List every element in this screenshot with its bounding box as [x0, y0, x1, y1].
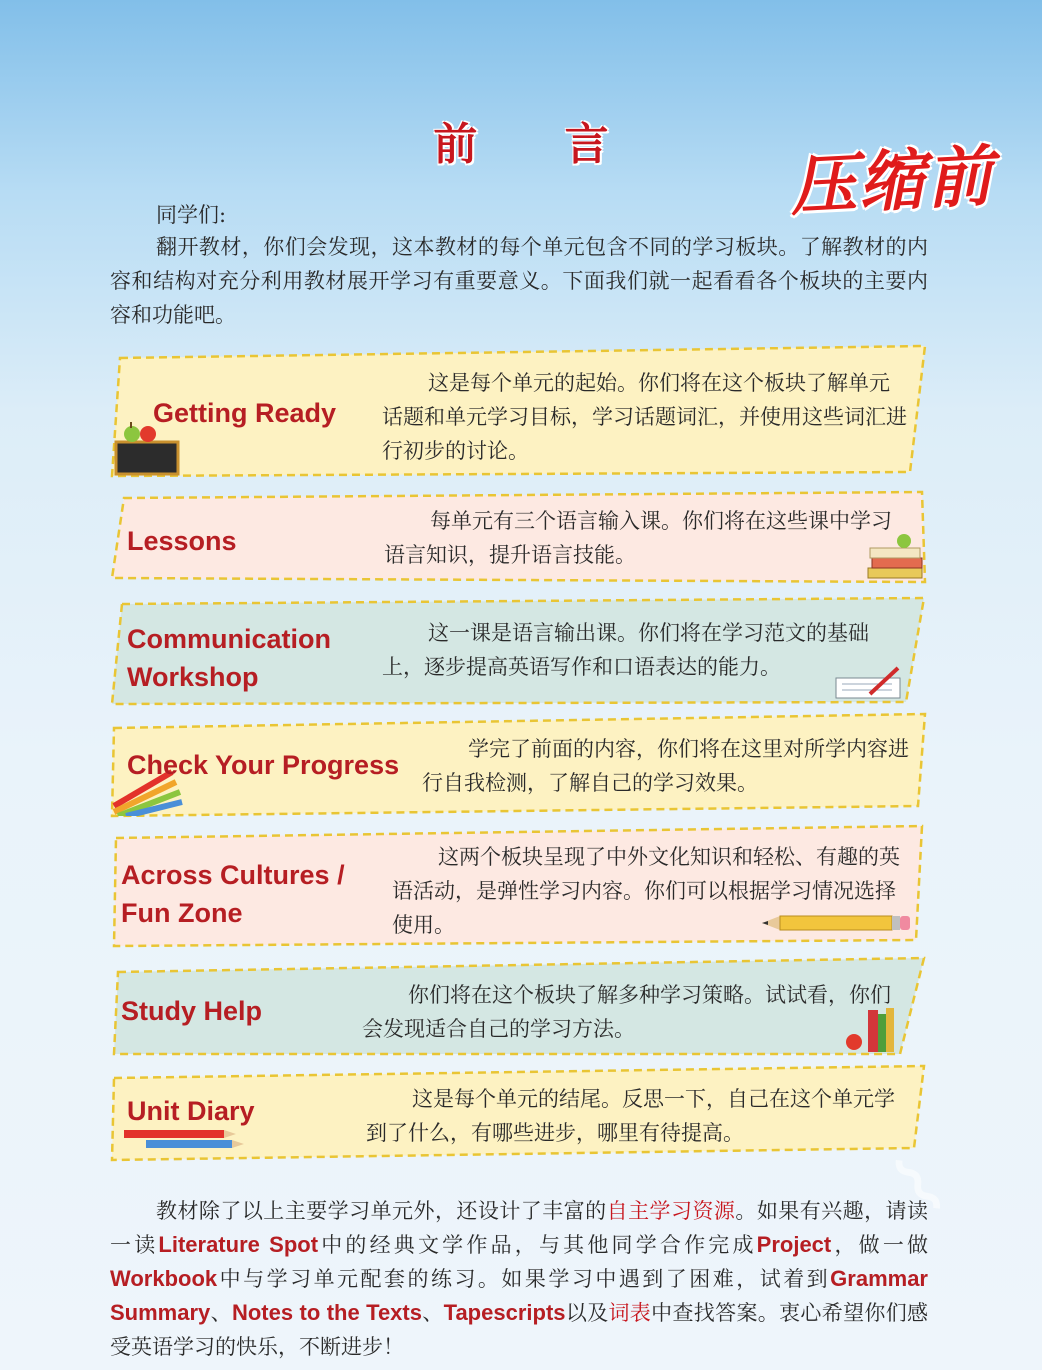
- section-title: Unit Diary: [127, 1096, 255, 1126]
- greeting: 同学们:: [156, 203, 227, 227]
- outro-highlight: 词表: [608, 1301, 652, 1325]
- section-title-line2: Fun Zone: [121, 898, 243, 928]
- page-title: 前 言: [433, 119, 645, 170]
- section-unit-diary: [110, 1064, 928, 1162]
- section-title: Communication: [127, 624, 332, 654]
- outro-term: Grammar Summary: [110, 1266, 928, 1325]
- outro-text: 以及: [565, 1301, 609, 1325]
- outro-text: 中查找答案。衷心希望你们感受英语学习的快乐，不断进步！: [110, 1301, 929, 1359]
- section-across-cultures-fun-zone: [110, 824, 928, 950]
- pencils-icon: [118, 1126, 250, 1154]
- section-desc: 每单元有三个语言输入课。你们将在这些课中学习语言知识，提升语言技能。: [384, 509, 892, 567]
- outro-term: Tapescripts: [443, 1300, 566, 1325]
- section-desc: 学完了前面的内容，你们将在这里对所学内容进行自我检测，了解自己的学习效果。: [422, 737, 909, 795]
- outro-text: 中的经典文学作品，与其他同学合作完成: [318, 1233, 757, 1257]
- section-title: Check Your Progress: [127, 750, 400, 780]
- section-title: Across Cultures /: [121, 860, 345, 890]
- section-lessons: [110, 490, 928, 586]
- outro-text: 教材除了以上主要学习单元外，还设计了丰富的: [156, 1199, 607, 1223]
- section-desc: 这是每个单元的起始。你们将在这个板块了解单元话题和单元学习目标，学习话题词汇，并使用这些词汇进行初步的讨论。: [382, 371, 907, 463]
- outro-term: Notes to the Texts: [231, 1300, 422, 1325]
- outro-paragraph: [110, 1194, 928, 1364]
- outro-highlight: 自主学习资源: [606, 1199, 736, 1223]
- intro-paragraph: 翻开教材，你们会发现，这本教材的每个单元包含不同的学习板块。了解教材的内容和结构对充分利用教材展开学习有重要意义。下面我们就一起看看各个板块的主要内容和功能吧。: [110, 235, 928, 327]
- section-communication-workshop: [110, 596, 928, 706]
- outro-term: Literature Spot: [158, 1232, 319, 1257]
- section-desc: 这一课是语言输出课。你们将在学习范文的基础上，逐步提高英语写作和口语表达的能力。: [382, 621, 869, 679]
- watermark-decoration: ⌇: [875, 1137, 964, 1236]
- section-title: Study Help: [121, 996, 263, 1026]
- outro-text: 、: [210, 1301, 232, 1325]
- section-desc: 这是每个单元的结尾。反思一下，自己在这个单元学到了什么，有哪些进步，哪里有待提高。: [366, 1087, 895, 1145]
- compression-stamp: 压缩前: [788, 136, 997, 226]
- section-check-your-progress: [110, 712, 928, 818]
- section-desc: 这两个板块呈现了中外文化知识和轻松、有趣的英语活动，是弹性学习内容。你们可以根据学习情况选择使用。: [392, 845, 900, 937]
- outro-text: 。如果有兴趣，请读一读: [110, 1199, 929, 1257]
- outro-term: Workbook: [110, 1266, 218, 1291]
- section-desc: 你们将在这个板块了解多种学习策略。试试看，你们会发现适合自己的学习方法。: [362, 983, 891, 1041]
- section-title: Getting Ready: [153, 398, 337, 428]
- section-getting-ready: [110, 344, 928, 478]
- outro-term: Project: [756, 1232, 832, 1257]
- outro-text: 、: [421, 1301, 444, 1325]
- outro-text: ，做一做: [831, 1233, 929, 1257]
- section-title-line2: Workshop: [127, 662, 259, 692]
- section-title: Lessons: [127, 526, 237, 556]
- outro-text: 中与学习单元配套的练习。如果学习中遇到了困难，试着到: [217, 1267, 831, 1291]
- section-study-help: [110, 956, 928, 1058]
